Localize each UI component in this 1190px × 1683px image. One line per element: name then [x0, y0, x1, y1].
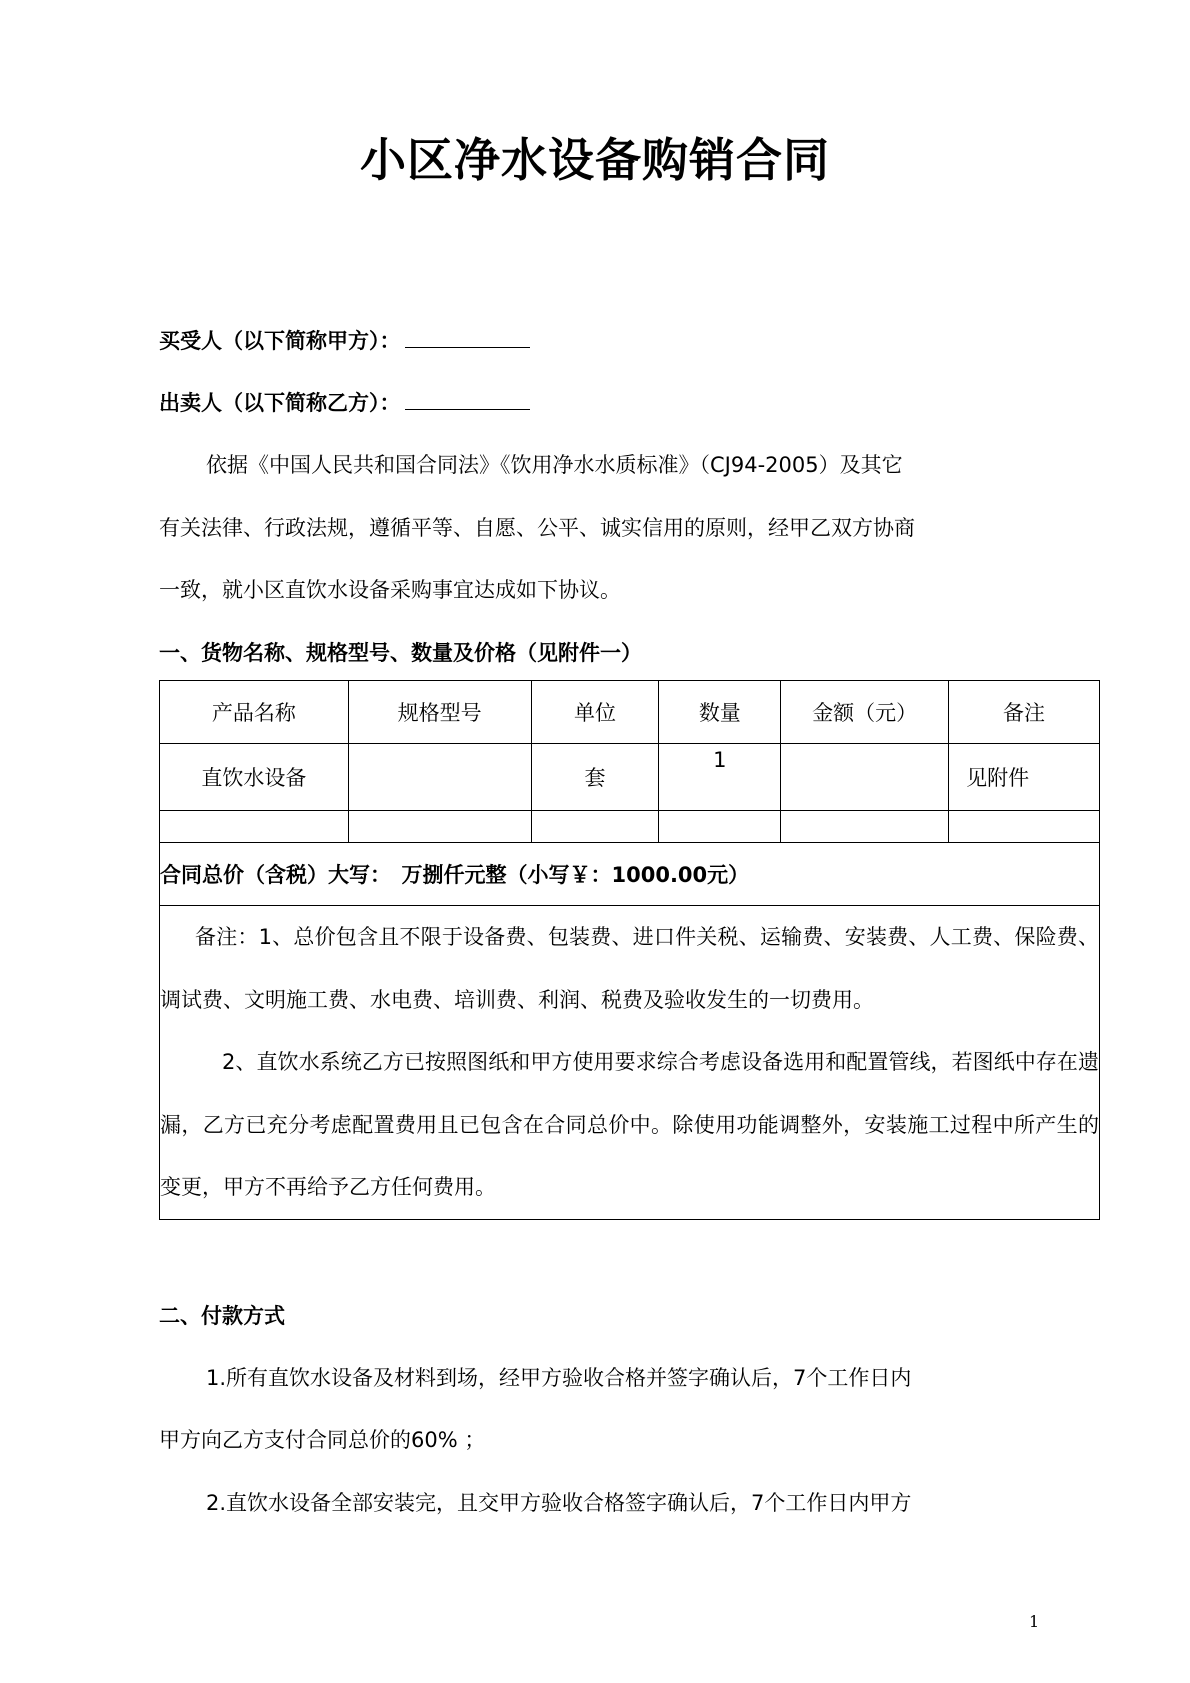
header-quantity: 数量 [659, 681, 781, 744]
intro-line-2: 有关法律、行政法规，遵循平等、自愿、公平、诚实信用的原则，经甲乙双方协商 [159, 516, 915, 540]
note-1: 备注：1、总价包含且不限于设备费、包装费、进口件关税、运输费、安装费、人工费、保险费、调试费、文明施工费、水电费、培训费、利润、税费及验收发生的一切费用。 [160, 925, 1099, 1012]
buyer-line [159, 325, 530, 355]
payment-line-2: 甲方向乙方支付合同总价的60% ； [159, 1428, 486, 1452]
contract-total: 合同总价（含税）大写： 万捌仟元整（小写￥：1000.00元） [160, 843, 1100, 906]
cell-spec [348, 744, 531, 811]
goods-table [159, 680, 1100, 1220]
table-header-row [160, 681, 1100, 744]
seller-blank [405, 387, 530, 410]
header-remark: 备注 [949, 681, 1100, 744]
seller-line [159, 387, 530, 417]
table-row-empty [160, 811, 1100, 843]
payment-line-3: 2.直饮水设备全部安装完，且交甲方验收合格签字确认后，7个工作日内甲方 [206, 1491, 912, 1515]
header-product-name: 产品名称 [160, 681, 349, 744]
seller-label: 出卖人（以下简称乙方）： [159, 391, 401, 415]
section-2-heading: 二、付款方式 [159, 1304, 285, 1328]
cell-quantity: 1 [659, 744, 781, 811]
note-row [160, 906, 1100, 1220]
intro-line-1: 依据《中国人民共和国合同法》《饮用净水水质标准》（CJ94-2005）及其它 [206, 453, 903, 477]
intro-line-3: 一致，就小区直饮水设备采购事宜达成如下协议。 [159, 578, 621, 602]
cell-unit: 套 [531, 744, 659, 811]
note-2: 2、直饮水系统乙方已按照图纸和甲方使用要求综合考虑设备选用和配置管线，若图纸中存在遗漏，乙方已充分考虑配置费用且已包含在合同总价中。除使用功能调整外，安装施工过程中所产生的变更，甲方不再给予乙方任何费用。 [160, 1050, 1099, 1199]
cell-remark: 见附件 [949, 744, 1100, 811]
cell-product-name: 直饮水设备 [160, 744, 349, 811]
header-spec: 规格型号 [348, 681, 531, 744]
cell-amount [781, 744, 949, 811]
buyer-blank [405, 325, 530, 348]
total-row [160, 843, 1100, 906]
buyer-label: 买受人（以下简称甲方）： [159, 329, 401, 353]
payment-line-1: 1.所有直饮水设备及材料到场，经甲方验收合格并签字确认后，7个工作日内 [206, 1366, 912, 1390]
table-row [160, 744, 1100, 811]
section-1-heading: 一、货物名称、规格型号、数量及价格（见附件一） [159, 641, 642, 665]
document-title: 小区净水设备购销合同 [360, 133, 830, 187]
page-number: 1 [1029, 1612, 1040, 1631]
header-unit: 单位 [531, 681, 659, 744]
header-amount: 金额（元） [781, 681, 949, 744]
